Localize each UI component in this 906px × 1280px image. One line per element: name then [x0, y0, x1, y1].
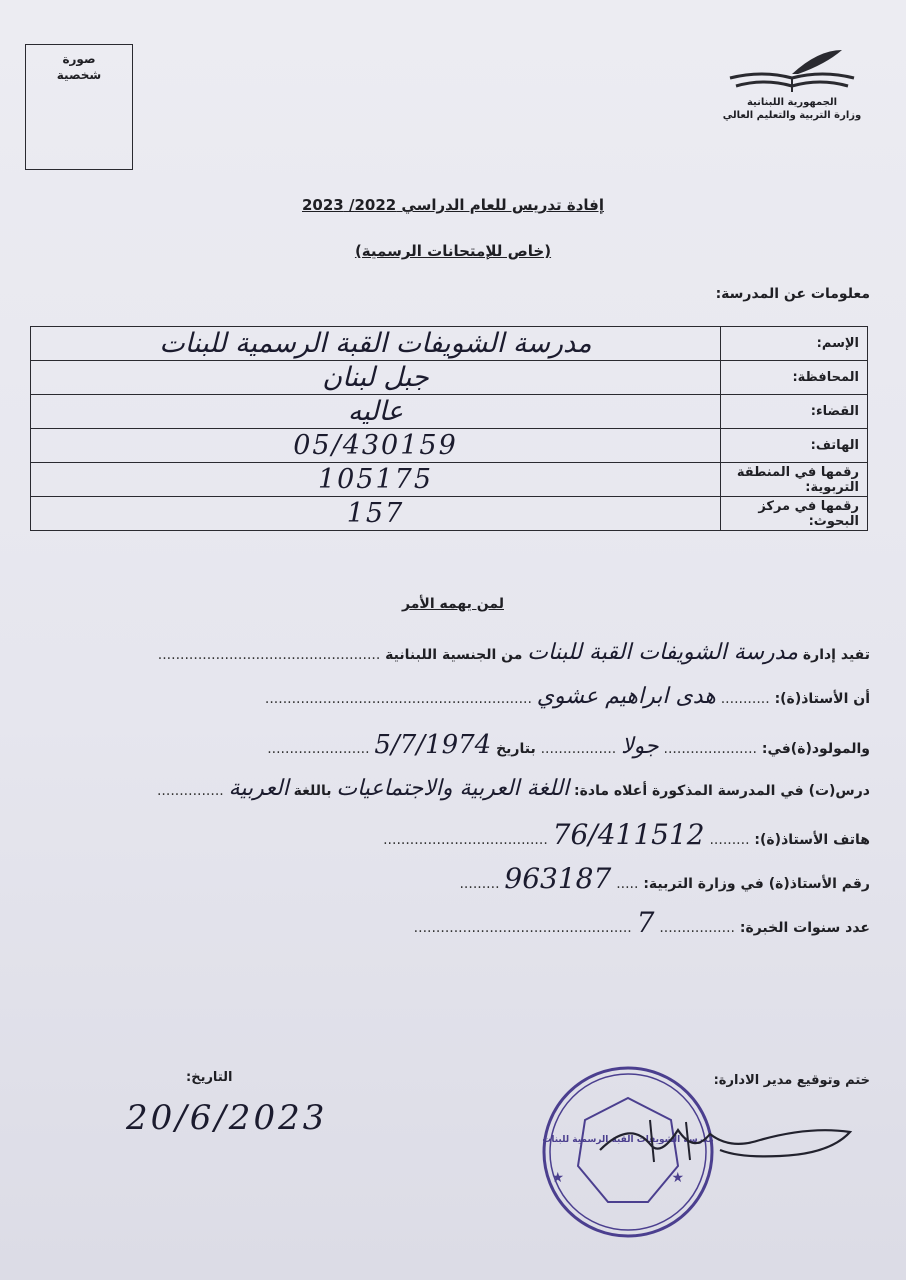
director-signature — [590, 1110, 860, 1170]
photo-label-line2: شخصية — [56, 68, 102, 82]
language-handwritten: العربية — [228, 776, 289, 801]
ministry-number-handwritten: 963187 — [504, 862, 612, 895]
row-label-region-number: رقمها في المنطقة التربوية: — [721, 463, 868, 497]
table-row — [31, 327, 868, 361]
svg-text:★: ★ — [551, 1170, 564, 1186]
school-info-table — [30, 326, 868, 531]
row-label-governorate: المحافظة: — [721, 361, 868, 395]
experience-years-handwritten: 7 — [636, 906, 655, 939]
school-name-handwritten: مدرسة الشويفات القبة للبنات — [527, 640, 798, 665]
school-section-label: معلومات عن المدرسة: — [715, 286, 870, 302]
birthdate-handwritten: 5/7/1974 — [374, 730, 492, 760]
ministry-republic-line: الجمهورية اللبنانية — [746, 97, 838, 108]
date-value-handwritten: 20/6/2023 — [126, 1098, 328, 1138]
row-label-district: القضاء: — [721, 395, 868, 429]
stamp-center-text: مدرسة الشويفات القبة الرسمية للبنات — [542, 1135, 714, 1145]
row-value-region-number: 105175 — [31, 463, 721, 497]
table-row — [31, 497, 868, 531]
personal-photo-box — [25, 44, 133, 170]
row-label-research-number: رقمها في مركز البحوث: — [721, 497, 868, 531]
svg-text:★: ★ — [671, 1170, 684, 1186]
experience-line: عدد سنوات الخبرة: ................. 7 ................................................. — [413, 906, 870, 939]
photo-label-line1: صورة — [62, 52, 96, 66]
date-label: التاريخ: — [186, 1070, 233, 1085]
birthplace-handwritten: جولا — [621, 734, 659, 759]
ministry-number-line: رقم الأستاذ(ة) في وزارة التربية: ..... 963187 ......... — [459, 862, 870, 895]
page-subtitle: (خاص للإمتحانات الرسمية) — [354, 242, 552, 260]
row-value-phone: 05/430159 — [31, 429, 721, 463]
row-label-phone: الهاتف: — [721, 429, 868, 463]
subject-handwritten: اللغة العربية والاجتماعيات — [336, 776, 570, 801]
teacher-phone-handwritten: 76/411512 — [552, 818, 705, 851]
row-value-governorate: جبل لبنان — [31, 361, 721, 395]
signature-label: ختم وتوقيع مدير الادارة: — [713, 1073, 870, 1088]
row-label-name: الإسم: — [721, 327, 868, 361]
ministry-name-line: وزارة التربية والتعليم العالي — [722, 110, 862, 121]
table-row — [31, 361, 868, 395]
admin-line: تفيد إدارة مدرسة الشويفات القبة للبنات من الجنسية اللبنانية .................................................. — [157, 640, 870, 665]
to-whom-heading: لمن يهمه الأمر — [402, 596, 504, 612]
row-value-name: مدرسة الشويفات القبة الرسمية للبنات — [31, 327, 721, 361]
teacher-name-handwritten: هدى ابراهيم عشوي — [536, 684, 716, 709]
subject-line: درس(ت) في المدرسة المذكورة أعلاه مادة: اللغة العربية والاجتماعيات باللغة العربية ............... — [156, 776, 870, 801]
book-quill-icon — [722, 44, 862, 96]
teacher-phone-line: هاتف الأستاذ(ة): ......... 76/411512 ..................................... — [383, 818, 870, 851]
table-row — [31, 395, 868, 429]
teacher-name-line: أن الأستاذ(ة): ........... هدى ابراهيم عشوي ............................................................ — [264, 684, 870, 709]
birth-line: والمولود(ة)في: ..................... جولا ................. بتاريخ 5/7/1974 ....................... — [267, 730, 870, 760]
ministry-logo — [712, 44, 872, 134]
row-value-research-number: 157 — [31, 497, 721, 531]
page-title: إفادة تدريس للعام الدراسي 2022/ 2023 — [302, 196, 604, 214]
table-row — [31, 429, 868, 463]
table-row — [31, 463, 868, 497]
row-value-district: عاليه — [31, 395, 721, 429]
